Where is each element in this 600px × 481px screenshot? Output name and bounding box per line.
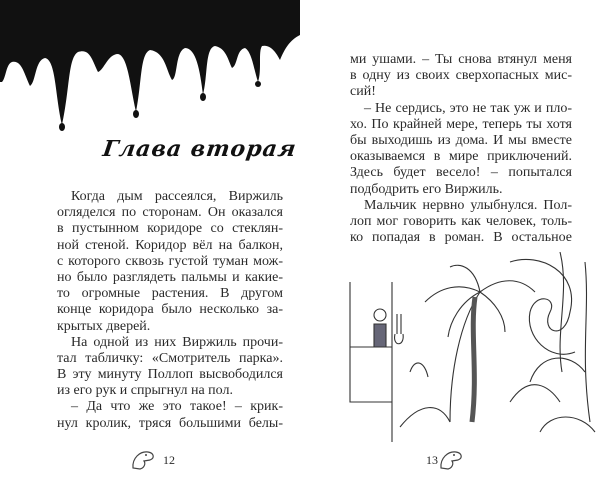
text-line: то огромные растения. В другом: [57, 286, 283, 302]
text-line: ко попадая в роман. В остальное: [350, 230, 572, 246]
body-text-right: [350, 52, 572, 246]
text-line: ной стеной. Коридор вёл на балкон,: [57, 237, 283, 253]
right-page: [300, 0, 600, 481]
dinosaur-icon: [438, 448, 464, 472]
text-line: Здесь будет весело! – попытался: [350, 165, 572, 181]
text-line: лоп мог говорить как человек, толь-: [350, 213, 572, 229]
text-line: Когда дым рассеялся, Виржиль: [71, 189, 283, 204]
chapter-title: Глава вторая: [101, 136, 299, 162]
jungle-illustration: [300, 252, 600, 442]
page-number: 12: [163, 453, 175, 467]
text-line: в одну из своих сверхопасных мис-: [350, 68, 572, 84]
text-line: огляделся по сторонам. Он оказался: [57, 205, 283, 221]
text-line: В эту минуту Поллоп высвободился: [57, 367, 283, 383]
text-line: тал табличку: «Смотритель парка».: [57, 350, 283, 366]
text-line: в пустынном коридоре со стеклян-: [57, 221, 283, 237]
text-line: хо. По крайней мере, теперь ты хотя: [350, 116, 572, 132]
text-line: подбодрить его Виржиль.: [350, 181, 503, 197]
text-line: – Да что же это такое! – крик-: [71, 399, 283, 415]
text-line: оказываемся в мире приключений.: [350, 149, 572, 165]
page-number: 13: [426, 453, 438, 467]
text-line: ми ушами. – Ты снова втянул меня: [350, 52, 572, 67]
body-text-left: [57, 189, 283, 432]
dinosaur-icon: [130, 448, 156, 472]
text-line: бы выходишь из дома. И мы вместе: [350, 132, 572, 148]
text-line: из его рук и спрыгнул на пол.: [57, 383, 233, 399]
text-line: сий!: [350, 84, 376, 100]
text-line: крытых дверей.: [57, 318, 151, 334]
text-line: – Не сердись, это не так уж и пло-: [364, 100, 572, 116]
text-line: На одной из них Виржиль прочи-: [71, 334, 283, 350]
text-line: с которого сквозь густой туман мож-: [57, 253, 283, 269]
text-line: конце коридора было несколько за-: [57, 302, 283, 318]
ink-drips-illustration: [0, 0, 300, 135]
text-line: нул кролик, тряся большими белы-: [57, 415, 283, 431]
text-line: Мальчик нервно улыбнулся. Пол-: [364, 197, 572, 213]
text-line: но было разглядеть пальмы и какие-: [57, 269, 283, 285]
